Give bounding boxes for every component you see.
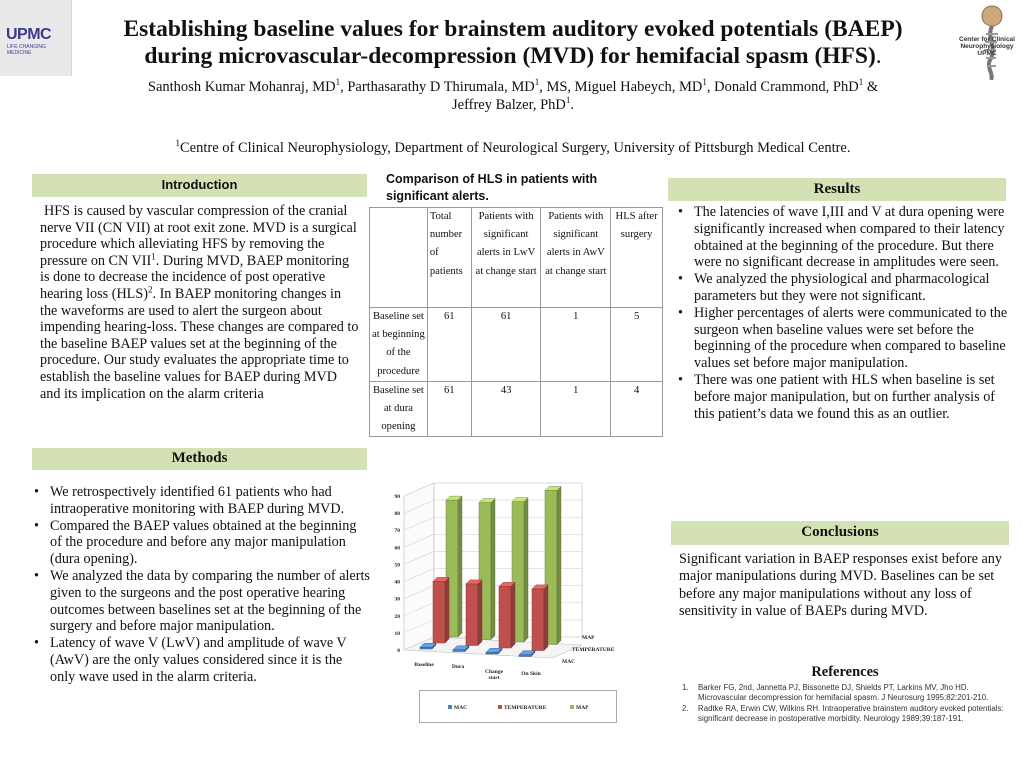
bar-side (478, 580, 482, 646)
bar-temperature-2 (499, 586, 511, 648)
table-title: Comparison of HLS in patients with significant alerts. (386, 172, 598, 203)
author-name: Jeffrey Balzer, PhD (451, 97, 566, 113)
hls-comparison-table (369, 207, 663, 437)
results-list (676, 204, 1008, 422)
bar-mac-2 (486, 652, 498, 654)
x-tick-label: Baseline (414, 662, 434, 668)
table-header-cell: Patients with significant alerts in AwV at change start (541, 208, 611, 308)
legend-label: MAC (454, 705, 468, 711)
chart (366, 476, 621, 686)
chart-side-wall (404, 483, 434, 650)
bar-temperature-0 (433, 581, 445, 643)
y-tick-label: 50 (394, 562, 400, 569)
table-header-cell: Total number of patients (427, 208, 471, 308)
author-name: Donald Crammond, PhD (714, 79, 859, 95)
affiliation: $^1$Centre of Clinical Neurophysiology, Department of Neurological Surgery, University of Pittsburgh Medical Centre. (175, 138, 851, 156)
chart-legend (419, 690, 617, 723)
x-tick-label: Dura (451, 664, 465, 670)
references-list (682, 683, 1007, 725)
author-name: Parthasarathy D Thirumala, MD (347, 79, 535, 95)
list-item: • Compared the BAEP values obtained at the beginning of the procedure and before any major manipulation (dura opening). (32, 518, 370, 568)
table-header-cell: Patients with significant alerts in LwV at change start (471, 208, 541, 308)
list-item: • We retrospectively identified 61 patients who had intraoperative monitoring with BAEP during MVD. (32, 484, 370, 518)
y-tick-label: 20 (394, 613, 400, 620)
bar-side (524, 498, 528, 642)
list-item: • We analyzed the physiological and pharmacological parameters but they were not significant. (676, 271, 1008, 305)
legend-swatch-temperature (498, 705, 502, 709)
y-tick-label: 0 (397, 648, 400, 654)
title-line-1: Establishing baseline values for brainstem auditory evoked potentials (BAEP) (123, 16, 903, 42)
list-item: • We analyzed the data by comparing the number of alerts given to the surgeons and the post operative hearing outcomes between baselines set at the beginning of the surgery and before major manipulation. (32, 568, 370, 635)
upmc-logo-tagline: LIFE CHANGING MEDICINE (7, 44, 46, 56)
table-header-row (370, 208, 663, 308)
methods-heading: Methods (32, 448, 367, 470)
methods-list (32, 484, 370, 686)
y-tick-label: 70 (394, 528, 400, 535)
bar-mac-1 (453, 650, 465, 652)
legend-swatch-mac (448, 705, 452, 709)
introduction-heading: Introduction (32, 174, 367, 197)
table-cell: 1 (541, 381, 611, 437)
y-tick-label: 90 (394, 494, 400, 500)
y-tick-label: 60 (394, 545, 400, 552)
clinical-neurophysiology-logo-text: Center for Clinical Neurophysiology UPMC (959, 36, 1015, 57)
bar-mac-0 (420, 647, 432, 649)
list-item: • There was one patient with HLS when baseline is set before major manipulation, but on further analysis of this patient’s data we found this as an outlier. (676, 372, 1008, 422)
table-cell: 61 (471, 308, 541, 382)
depth-axis-label: TEMPERATURE (572, 647, 615, 653)
table-header-cell: HLS after surgery (611, 208, 663, 308)
title-line-2: during microvascular-decompression (MVD) for hemifacial spasm (HFS) (144, 43, 876, 69)
legend-label: MAP (576, 705, 589, 711)
table-cell: 61 (427, 308, 471, 382)
conclusions-text: Significant variation in BAEP responses exist before any major manipulations during MVD. Baselines can be set before any major manipulations without any loss of sensitivity in value of BAEPs during MVD. (679, 551, 1002, 620)
y-tick-label: 80 (394, 511, 400, 518)
author-list: Santhosh Kumar Mohanraj, $MD^1$, Parthasarathy D Thirumala, $MD^1$, MS, Miguel Habeych, $MD^1$, Donald Crammond, PhD$^1$ & Jeffrey Balzer, PhD$^1$. (147, 77, 879, 113)
bar-temperature-3 (532, 589, 544, 651)
x-tick-label: start (488, 675, 500, 681)
table-cell: 5 (611, 308, 663, 382)
bar-mac-3 (519, 655, 531, 657)
table-cell: 43 (471, 381, 541, 437)
poster-title: Establishing baseline values for brainstem auditory evoked potentials (BAEP) during microvascular-decompression (MVD) for hemifacial spasm (HFS). (123, 16, 903, 69)
author-name: MS, Miguel Habeych, MD (546, 79, 703, 95)
bar-side (511, 582, 515, 648)
upmc-logo (0, 0, 72, 76)
y-tick-label: 40 (394, 579, 400, 586)
bar-side (557, 487, 561, 645)
upmc-logo-text: UPMC (6, 26, 52, 43)
list-item: • Latency of wave V (LwV) and amplitude of wave V (AwV) are the only values considered since it is the only wave used in the alarm criteria. (32, 635, 370, 685)
results-heading: Results (668, 178, 1006, 201)
y-tick-label: 30 (394, 596, 400, 603)
legend-swatch-map (570, 705, 574, 709)
table-cell: 61 (427, 381, 471, 437)
bar-temperature-1 (466, 584, 478, 646)
references-heading: References (811, 664, 879, 680)
depth-axis-label: MAP (582, 635, 595, 641)
y-tick-label: 10 (394, 630, 400, 637)
reference-item: 2. Radtke RA, Erwin CW, Wilkins RH. Intraoperative brainstem auditory evoked potentials: significant decrease in postoperative morbidity. Neurology 1989;39:187-191. (682, 703, 1004, 724)
bar-side (491, 499, 495, 640)
reference-item: 1. Barker FG, 2nd, Jannetta PJ, Bissonette DJ, Shields PT, Larkins MV, Jho HD. Microvascular decompression for hemifacial spasm. J Neurosurg 1995;82:201-210. (682, 683, 989, 703)
table-row (370, 308, 663, 382)
table-cell: Baseline set at beginning of the procedure (370, 308, 428, 382)
bar-side (458, 496, 462, 637)
conclusions-heading: Conclusions (671, 521, 1009, 545)
table-header-cell (370, 208, 428, 308)
list-item: • Higher percentages of alerts were communicated to the surgeon when baseline values were set before the beginning of the procedure when compared to baseline values set before major manipulation. (676, 305, 1008, 372)
table-cell: 4 (611, 381, 663, 437)
x-tick-label: Change (484, 669, 504, 675)
legend-label: TEMPERATURE (504, 705, 547, 711)
introduction-text: HFS is caused by vascular compression of the cranial nerve VII (CN VII) at root exit zone. MVD is a surgical procedure which alleviating HFS by removing the pressure on CN VII$^1$. During MVD, BAEP monitoring is done to decrease the incidence of post operative hearing loss (HLS)$^2$. In BAEP monitoring changes in the waveforms are used to alert the surgeon about impending hearing-loss. These changes are compared to the baseline BAEP values set at the beginning of the procedure. Our study evaluates the appropriate time to establish the baseline values for BAEP during MVD and its implication on the alarm criteria (40, 203, 359, 402)
table-cell: Baseline set at dura opening (370, 381, 428, 437)
x-tick-label: On Skin (521, 671, 541, 677)
author-name: Santhosh Kumar Mohanraj, MD (147, 79, 336, 95)
table-cell: 1 (541, 308, 611, 382)
list-item: • The latencies of wave I,III and V at dura opening were significantly increased when compared to their latency obtained at the beginning of the procedure. But there were no significant decrease in amplitudes were seen. (676, 204, 1008, 271)
bar-side (544, 585, 548, 651)
clinical-neurophysiology-logo (946, 4, 1018, 80)
depth-axis-label: MAC (562, 659, 576, 665)
bar-side (445, 577, 449, 643)
bar-chart-3d (366, 476, 621, 686)
table-row (370, 381, 663, 437)
